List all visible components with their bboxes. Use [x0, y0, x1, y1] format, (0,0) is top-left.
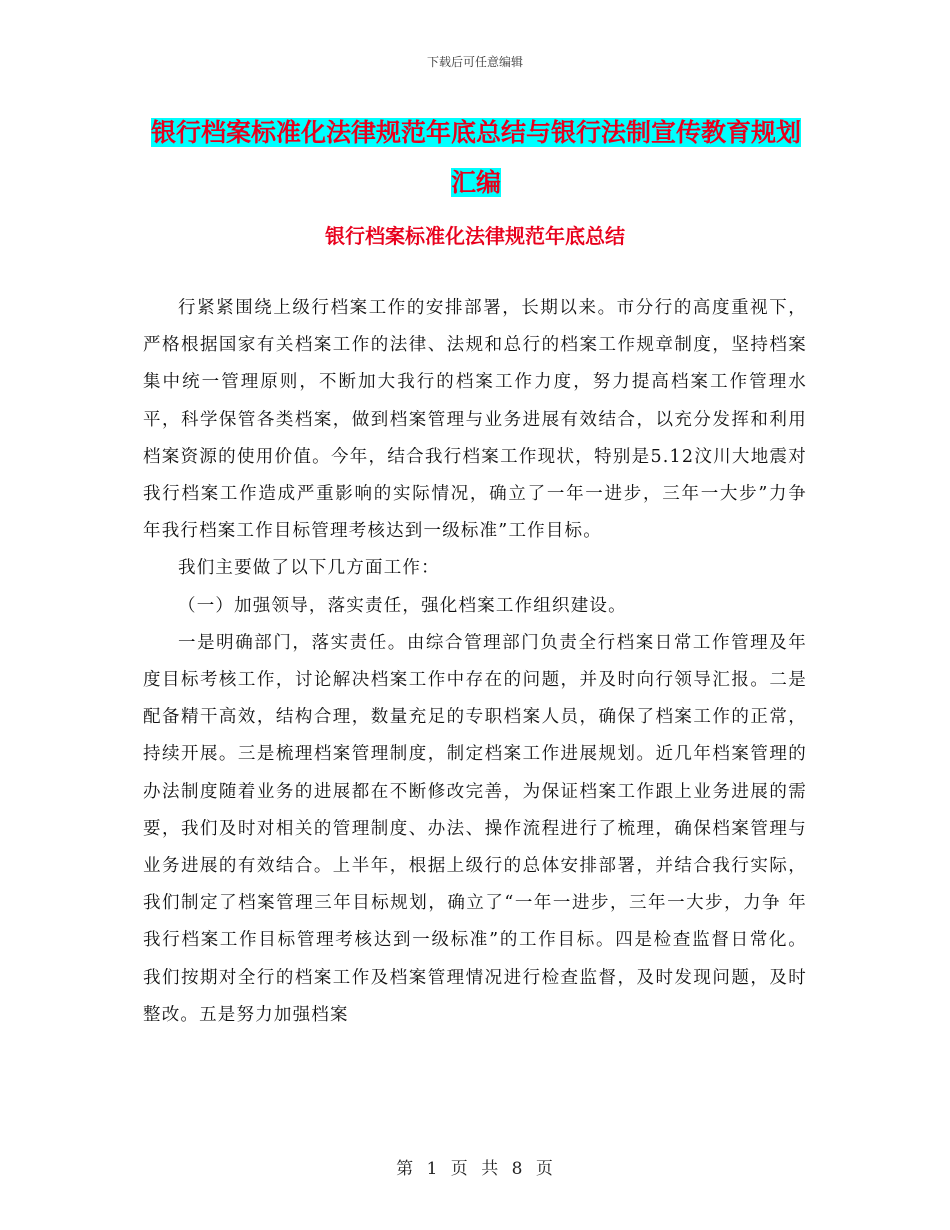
main-title-text: 银行档案标准化法律规范年底总结与银行法制宣传教育规划汇编 — [150, 118, 801, 197]
body-text — [143, 290, 807, 1034]
paragraph: 我们主要做了以下几方面工作： — [178, 558, 440, 579]
section-title: 银行档案标准化法律规范年底总结 — [325, 224, 625, 248]
paragraph: （一）加强领导，落实责任，强化档案工作组织建设。 — [178, 595, 627, 616]
header-note: 下载后可任意编辑 — [426, 55, 523, 69]
paragraph: 行紧紧围绕上级行档案工作的安排部署，长期以来。市分行的高度重视下，严格根据国家有关档案工作的法律、法规和总行的档案工作规章制度，坚持档案集中统一管理原则，不断加大我行的档案工作力度，努力提高档案工作管理水平，科学保管各类档案，做到档案管理与业务进展有效结合，以充分发挥和利用档案资源的使用价值。今年，结合我行档案工作现状，特别是5.12汶川大地震对我行档案工作造成严重影响的实际情况，确立了一年一进步，三年一大步”力争 年我行档案工作目标管理考核达到一级标准”工作目标。 — [143, 298, 807, 542]
paragraph: 一是明确部门，落实责任。由综合管理部门负责全行档案日常工作管理及年度目标考核工作，讨论解决档案工作中存在的问题，并及时向行领导汇报。二是配备精干高效，结构合理，数量充足的专职档案人员，确保了档案工作的正常，持续开展。三是梳理档案管理制度，制定档案工作进展规划。近几年档案管理的办法制度随着业务的进展都在不断修改完善，为保证档案工作跟上业务进展的需要，我们及时对相关的管理制度、办法、操作流程进行了梳理，确保档案管理与业务进展的有效结合。上半年，根据上级行的总体安排部署，并结合我行实际，我们制定了档案管理三年目标规划，确立了“一年一进步，三年一大步，力争 年我行档案工作目标管理考核达到一级标准”的工作目标。四是检查监督日常化。我们按期对全行的档案工作及档案管理情况进行检查监督，及时发现问题，及时整改。五是努力加强档案 — [143, 632, 807, 1025]
main-title — [145, 108, 807, 208]
page-footer: 第 1 页 共 8 页 — [396, 1159, 554, 1179]
